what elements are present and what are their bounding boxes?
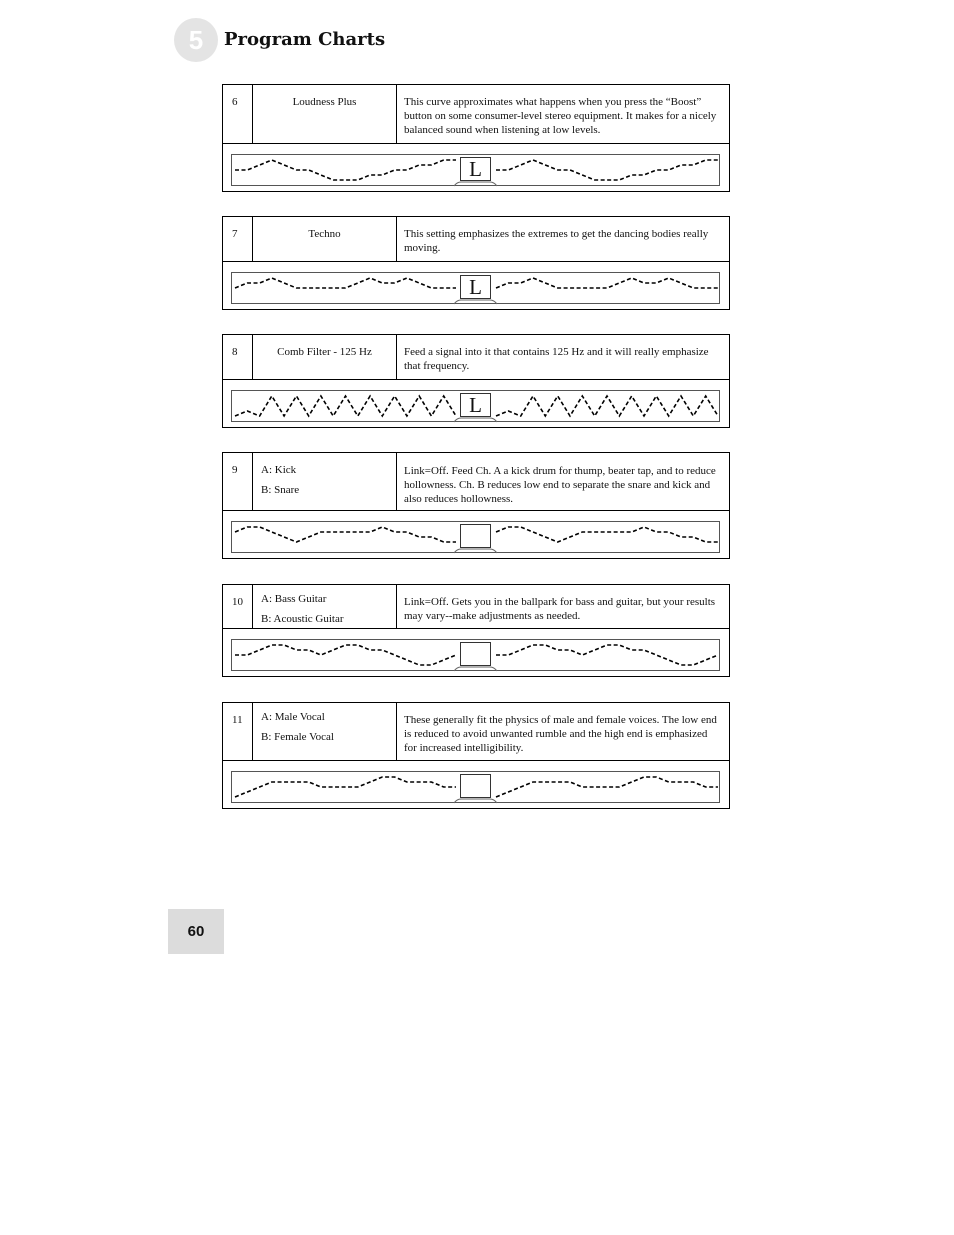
- link-bracket: [454, 799, 497, 803]
- link-indicator: [460, 524, 491, 548]
- program-card: [222, 216, 730, 310]
- link-bracket: [454, 667, 497, 671]
- program-number: 11: [223, 703, 253, 760]
- eq-curve-display: [231, 154, 720, 186]
- eq-curve-display: [231, 390, 720, 422]
- eq-curve-panel: [223, 629, 729, 676]
- eq-curve-display: [231, 272, 720, 304]
- program-description: These generally fit the physics of male and female voices. The low end is reduced to avoid unwanted rumble and the high end is emphasized for increased intelligibility.: [404, 714, 717, 754]
- program-card: [222, 584, 730, 677]
- link-indicator: [460, 642, 491, 666]
- link-indicator: L: [460, 157, 491, 181]
- channel-b-label: B: Female Vocal: [261, 731, 334, 743]
- eq-curve-panel: [223, 262, 729, 309]
- eq-curve-display: [231, 771, 720, 803]
- program-info-row: [223, 703, 729, 761]
- eq-curve-line: [496, 278, 718, 288]
- eq-curve-line: [496, 645, 718, 665]
- page-title: Program Charts: [224, 29, 386, 50]
- program-number: 10: [223, 585, 253, 628]
- eq-curve-display: [231, 521, 720, 553]
- link-indicator: L: [460, 275, 491, 299]
- eq-curve-line: [496, 527, 718, 542]
- eq-curve-line: [496, 777, 718, 797]
- program-info-row: [223, 335, 729, 380]
- program-description: This curve approximates what happens when you press the “Boost” button on some consumer-level stereo equipment. It makes for a nicely balanced sound when listening at low levels.: [404, 96, 717, 136]
- link-indicator: L: [460, 393, 491, 417]
- program-name: [253, 703, 397, 760]
- eq-curve-panel: [223, 511, 729, 558]
- program-info-row: [223, 585, 729, 629]
- eq-curve-panel: [223, 380, 729, 427]
- program-description: Link=Off. Feed Ch. A a kick drum for thump, beater tap, and to reduce hollowness. Ch. B reduces low end to separate the snare and kick and also reduces hollowness.: [404, 465, 716, 505]
- eq-curve-line: [496, 396, 718, 416]
- link-bracket: [454, 182, 497, 186]
- eq-curve-line: [235, 645, 456, 665]
- eq-curve-line: [235, 396, 456, 416]
- program-info-row: [223, 217, 729, 262]
- program-card: [222, 84, 730, 192]
- channel-a-label: A: Bass Guitar: [261, 593, 327, 605]
- program-name: Techno: [253, 217, 397, 261]
- channel-a-label: A: Male Vocal: [261, 711, 325, 723]
- program-description: This setting emphasizes the extremes to get the dancing bodies really moving.: [404, 228, 709, 254]
- program-number: 8: [223, 335, 253, 379]
- channel-a-label: A: Kick: [261, 464, 297, 476]
- page-number: 60: [168, 909, 224, 954]
- link-bracket: [454, 549, 497, 553]
- program-card: [222, 334, 730, 428]
- channel-b-label: B: Acoustic Guitar: [261, 613, 344, 625]
- program-name: Comb Filter - 125 Hz: [253, 335, 397, 379]
- channel-b-label: B: Snare: [261, 484, 300, 496]
- program-number: 9: [223, 453, 253, 510]
- eq-curve-line: [235, 527, 456, 542]
- eq-curve-display: [231, 639, 720, 671]
- program-number: 6: [223, 85, 253, 143]
- program-info-row: [223, 85, 729, 144]
- program-description: Link=Off. Gets you in the ballpark for bass and guitar, but your results may vary--make adjustments as needed.: [404, 596, 716, 622]
- program-card: [222, 452, 730, 559]
- link-bracket: [454, 300, 497, 304]
- eq-curve-panel: [223, 761, 729, 808]
- link-indicator: [460, 774, 491, 798]
- eq-curve-line: [235, 278, 456, 288]
- eq-curve-line: [235, 160, 456, 180]
- eq-curve-line: [496, 160, 718, 180]
- chapter-number-badge: 5: [174, 18, 218, 62]
- program-name: [253, 453, 397, 510]
- program-name: [253, 585, 397, 628]
- eq-curve-panel: [223, 144, 729, 191]
- program-info-row: [223, 453, 729, 511]
- program-name: Loudness Plus: [253, 85, 397, 143]
- program-card: [222, 702, 730, 809]
- eq-curve-line: [235, 777, 456, 797]
- program-number: 7: [223, 217, 253, 261]
- program-description: Feed a signal into it that contains 125 Hz and it will really emphasize that frequency.: [404, 346, 709, 372]
- link-bracket: [454, 418, 497, 422]
